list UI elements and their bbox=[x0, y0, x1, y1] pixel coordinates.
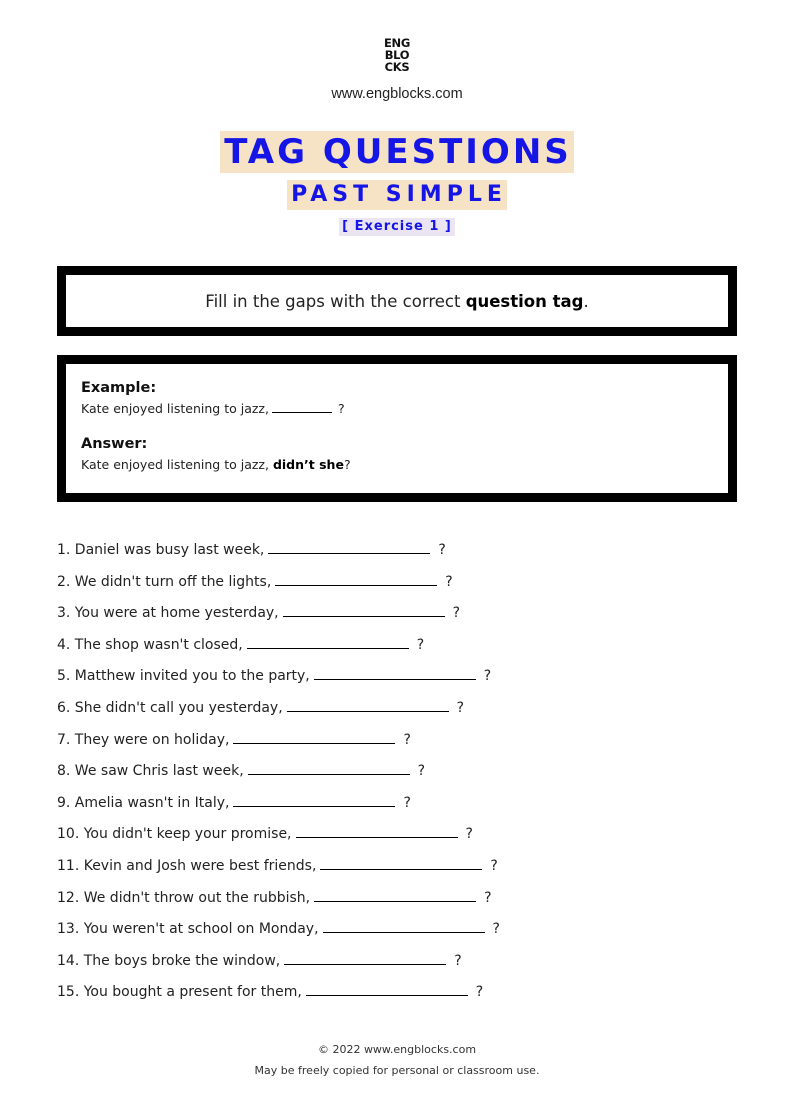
engblocks-logo bbox=[0, 38, 794, 74]
question-text: 8. We saw Chris last week, bbox=[57, 763, 244, 780]
question-mark: ? bbox=[417, 763, 426, 780]
question-text: 13. You weren't at school on Monday, bbox=[57, 921, 319, 938]
example-sentence: Kate enjoyed listening to jazz, ? bbox=[81, 401, 345, 416]
question-text: 11. Kevin and Josh were best friends, bbox=[57, 857, 317, 874]
answer-tag: didn’t she bbox=[272, 457, 344, 472]
question-mark: ? bbox=[452, 605, 461, 622]
example-heading: Example: bbox=[81, 380, 157, 396]
answer-blank[interactable] bbox=[314, 887, 476, 902]
question-mark: ? bbox=[416, 636, 425, 653]
question-mark: ? bbox=[492, 921, 500, 938]
question-text: 15. You bought a present for them, bbox=[57, 984, 302, 1001]
question-item bbox=[57, 790, 500, 822]
question-text: 9. Amelia wasn't in Italy, bbox=[57, 794, 230, 811]
logo-line: CKS bbox=[384, 60, 410, 74]
question-mark: ? bbox=[490, 857, 498, 874]
question-list bbox=[57, 537, 500, 1011]
question-text: 10. You didn't keep your promise, bbox=[57, 826, 292, 843]
question-mark: ? bbox=[483, 668, 492, 685]
question-mark: ? bbox=[438, 542, 446, 558]
answer-heading: Answer: bbox=[81, 436, 148, 452]
page-subtitle: PAST SIMPLE bbox=[287, 180, 507, 210]
page-title: TAG QUESTIONS bbox=[220, 131, 574, 173]
answer-blank[interactable] bbox=[268, 539, 430, 554]
question-item bbox=[57, 569, 500, 601]
example-box bbox=[57, 355, 737, 502]
question-text: 5. Matthew invited you to the party, bbox=[57, 668, 310, 685]
question-item bbox=[57, 695, 500, 727]
question-text: 12. We didn't throw out the rubbish, bbox=[57, 889, 311, 906]
answer-blank[interactable] bbox=[233, 729, 395, 744]
question-item bbox=[57, 537, 500, 569]
question-item bbox=[57, 821, 500, 853]
question-item bbox=[57, 916, 500, 948]
question-text: 7. They were on holiday, bbox=[57, 731, 230, 748]
question-item bbox=[57, 979, 500, 1011]
question-item bbox=[57, 727, 500, 759]
question-item bbox=[57, 758, 500, 790]
logo-line: BLO bbox=[384, 48, 410, 62]
answer-blank[interactable] bbox=[233, 792, 395, 807]
question-mark: ? bbox=[484, 889, 492, 906]
answer-sentence: Kate enjoyed listening to jazz, didn’t she? bbox=[81, 457, 351, 472]
logo-line: ENG bbox=[383, 36, 411, 50]
answer-blank[interactable] bbox=[306, 981, 468, 996]
question-mark: ? bbox=[456, 699, 465, 716]
question-text: 3. You were at home yesterday, bbox=[57, 605, 279, 622]
question-text: 1. Daniel was busy last week, bbox=[57, 542, 265, 558]
instruction-text: Fill in the gaps with the correct question tag. bbox=[205, 291, 589, 311]
question-text: 14. The boys broke the window, bbox=[57, 952, 281, 969]
question-item bbox=[57, 600, 500, 632]
answer-blank[interactable] bbox=[283, 602, 445, 617]
site-url: www.engblocks.com bbox=[331, 86, 463, 102]
answer-blank[interactable] bbox=[320, 855, 482, 870]
answer-blank[interactable] bbox=[323, 918, 485, 933]
question-item bbox=[57, 663, 500, 695]
question-mark: ? bbox=[475, 984, 484, 1001]
question-text: 6. She didn't call you yesterday, bbox=[57, 699, 283, 716]
footer-copyright: © 2022 www.engblocks.com bbox=[317, 1043, 477, 1056]
question-text: 4. The shop wasn't closed, bbox=[57, 636, 243, 653]
instruction-box bbox=[57, 266, 737, 336]
question-text: 2. We didn't turn off the lights, bbox=[57, 573, 272, 590]
answer-blank[interactable] bbox=[248, 760, 410, 775]
instruction-bold: question tag bbox=[465, 291, 584, 311]
answer-blank[interactable] bbox=[296, 823, 458, 838]
question-item bbox=[57, 853, 500, 885]
question-item bbox=[57, 885, 500, 917]
answer-blank[interactable] bbox=[275, 571, 437, 586]
question-mark: ? bbox=[465, 826, 473, 843]
question-mark: ? bbox=[403, 794, 411, 811]
question-item bbox=[57, 948, 500, 980]
question-item bbox=[57, 632, 500, 664]
footer-license: May be freely copied for personal or classroom use. bbox=[254, 1064, 540, 1077]
question-mark: ? bbox=[454, 952, 462, 969]
exercise-label: [ Exercise 1 ] bbox=[339, 218, 455, 236]
question-mark: ? bbox=[445, 573, 453, 590]
example-blank bbox=[272, 400, 332, 413]
answer-blank[interactable] bbox=[247, 634, 409, 649]
answer-blank[interactable] bbox=[284, 950, 446, 965]
answer-blank[interactable] bbox=[314, 665, 476, 680]
answer-blank[interactable] bbox=[287, 697, 449, 712]
question-mark: ? bbox=[403, 731, 411, 748]
